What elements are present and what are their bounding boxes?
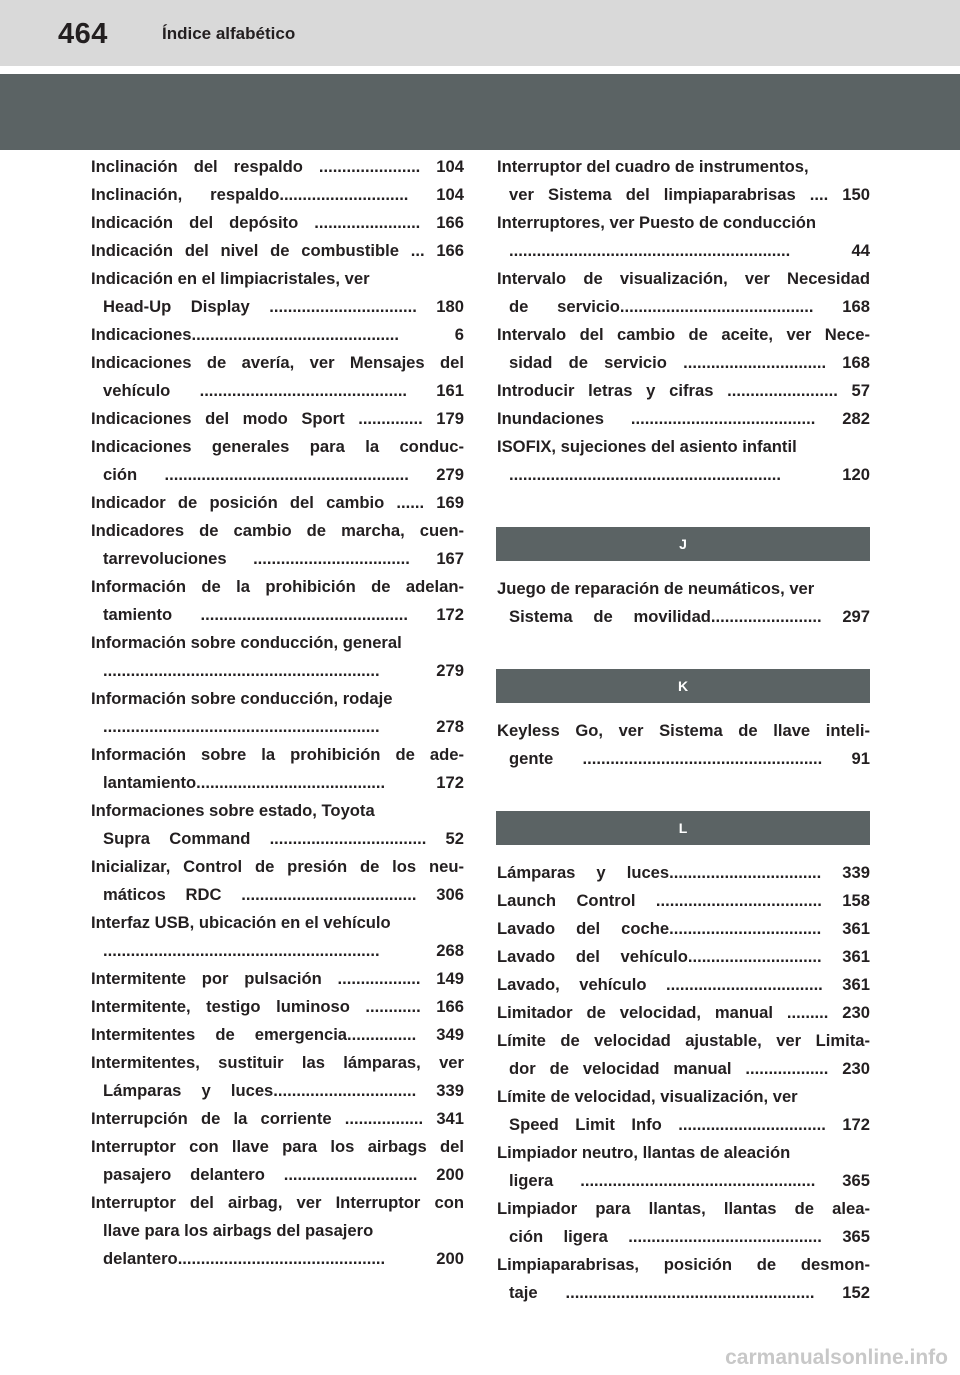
page-number: 464 (58, 18, 108, 50)
index-entry: Indicación del depósito ....................... 166 (91, 213, 464, 232)
index-entry: Intervalo del cambio de aceite, ver Nece- (497, 325, 870, 344)
header-bar (0, 0, 960, 66)
index-entry: ............................................................ 278 (103, 717, 464, 736)
index-entry: Intermitentes de emergencia............... 349 (91, 1025, 464, 1044)
index-entry: lantamiento......................................... 172 (103, 773, 464, 792)
index-entry: ............................................................. 44 (509, 241, 870, 260)
index-entry: tarrevoluciones .................................. 167 (103, 549, 464, 568)
index-entry: ción ..................................................... 279 (103, 465, 464, 484)
index-entry: Indicación del nivel de combustible ... 166 (91, 241, 464, 260)
index-entry: Limitador de velocidad, manual ......... 230 (497, 1003, 870, 1022)
index-entry: Límite de velocidad, visualización, ver (497, 1087, 798, 1106)
index-entry: Lámparas y luces............................... 339 (103, 1081, 464, 1100)
index-entry: ISOFIX, sujeciones del asiento infantil (497, 437, 797, 456)
index-column-right (497, 153, 870, 1307)
index-entry: vehículo ............................................. 161 (103, 381, 464, 400)
index-entry: Indicaciones del modo Sport .............. 179 (91, 409, 464, 428)
index-entry: ción ligera .......................................... 365 (509, 1227, 870, 1246)
index-entry: Indicación en el limpiacristales, ver (91, 269, 370, 288)
index-entry: dor de velocidad manual .................. 230 (509, 1059, 870, 1078)
index-entry: Indicador de posición del cambio ...... 169 (91, 493, 464, 512)
index-entry: Head-Up Display ................................ 180 (103, 297, 464, 316)
header-band (0, 74, 960, 150)
index-entry: Información sobre conducción, general (91, 633, 402, 652)
index-entry: Intermitente, testigo luminoso ............ 166 (91, 997, 464, 1016)
index-entry: ver Sistema del limpiaparabrisas .... 150 (509, 185, 870, 204)
index-entry: Información de la prohibición de adelan- (91, 577, 464, 596)
index-entry: Limpiaparabrisas, posición de desmon- (497, 1255, 870, 1274)
index-entry: Interfaz USB, ubicación en el vehículo (91, 913, 391, 932)
index-entry: sidad de servicio ............................... 168 (509, 353, 870, 372)
index-entry: Inclinación, respaldo............................ 104 (91, 185, 464, 204)
index-entry: ligera ................................................... 365 (509, 1171, 870, 1190)
index-entry: Interruptor con llave para los airbags del (91, 1137, 464, 1156)
index-entry: Introducir letras y cifras ........................ 57 (497, 381, 870, 400)
index-entry: Indicaciones generales para la conduc- (91, 437, 464, 456)
index-entry: Limpiador neutro, llantas de aleación (497, 1143, 791, 1162)
index-entry: Inicializar, Control de presión de los neu- (91, 857, 464, 876)
watermark: carmanualsonline.info (725, 1346, 948, 1369)
index-column-left (91, 153, 464, 1273)
index-entry: Inclinación del respaldo ...................... 104 (91, 157, 464, 176)
index-entry: Intervalo de visualización, ver Necesidad (497, 269, 870, 288)
index-entry: Interruptor del cuadro de instrumentos, (497, 157, 809, 176)
index-group-j (497, 575, 870, 631)
index-entry: taje ...................................................... 152 (509, 1283, 870, 1302)
index-entry: ............................................................ 279 (103, 661, 464, 680)
index-entry: tamiento ............................................. 172 (103, 605, 464, 624)
letter-heading-l: L (496, 811, 870, 845)
index-group-k (497, 717, 870, 773)
index-entry: Lavado, vehículo .................................. 361 (497, 975, 870, 994)
index-entry: Speed Limit Info ................................ 172 (509, 1115, 870, 1134)
index-entry: Información sobre la prohibición de ade- (91, 745, 464, 764)
index-entry: llave para los airbags del pasajero (103, 1221, 374, 1240)
index-entry: Limpiador para llantas, llantas de alea- (497, 1199, 870, 1218)
index-entry: Lámparas y luces................................. 339 (497, 863, 870, 882)
letter-heading-k: K (496, 669, 870, 703)
index-entry: Interrupción de la corriente ................. 341 (91, 1109, 464, 1128)
index-entry: ............................................................ 268 (103, 941, 464, 960)
index-entry: Interruptores, ver Puesto de conducción (497, 213, 817, 232)
index-entry: Límite de velocidad ajustable, ver Limita- (497, 1031, 870, 1050)
index-entry: Launch Control .................................... 158 (497, 891, 870, 910)
index-entry: Juego de reparación de neumáticos, ver (497, 579, 815, 598)
index-entry: Supra Command .................................. 52 (103, 829, 464, 848)
index-entry: Inundaciones ........................................ 282 (497, 409, 870, 428)
index-entry: ........................................................... 120 (509, 465, 870, 484)
index-entry: máticos RDC ...................................... 306 (103, 885, 464, 904)
index-entry: Keyless Go, ver Sistema de llave inteli- (497, 721, 870, 740)
letter-heading-j: J (496, 527, 870, 561)
index-entry: Indicaciones de avería, ver Mensajes del (91, 353, 464, 372)
index-entry: Informaciones sobre estado, Toyota (91, 801, 375, 820)
index-entry: de servicio.......................................... 168 (509, 297, 870, 316)
index-entry: Intermitente por pulsación .................. 149 (91, 969, 464, 988)
index-entry: Lavado del coche................................. 361 (497, 919, 870, 938)
index-entry: Intermitentes, sustituir las lámparas, ver (91, 1053, 464, 1072)
index-entry: Información sobre conducción, rodaje (91, 689, 393, 708)
index-entry: Interruptor del airbag, ver Interruptor con (91, 1193, 464, 1212)
index-entry: Indicaciones............................................. 6 (91, 325, 464, 344)
index-entry: pasajero delantero ............................. 200 (103, 1165, 464, 1184)
index-entry: Lavado del vehículo............................. 361 (497, 947, 870, 966)
index-entry: gente .................................................... 91 (509, 749, 870, 768)
index-entry: Sistema de movilidad........................ 297 (509, 607, 870, 626)
index-entry: Indicadores de cambio de marcha, cuen- (91, 521, 464, 540)
section-title: Índice alfabético (162, 24, 296, 43)
index-entry: delantero............................................. 200 (103, 1249, 464, 1268)
index-group-i (497, 153, 870, 489)
index-group-l (497, 859, 870, 1307)
